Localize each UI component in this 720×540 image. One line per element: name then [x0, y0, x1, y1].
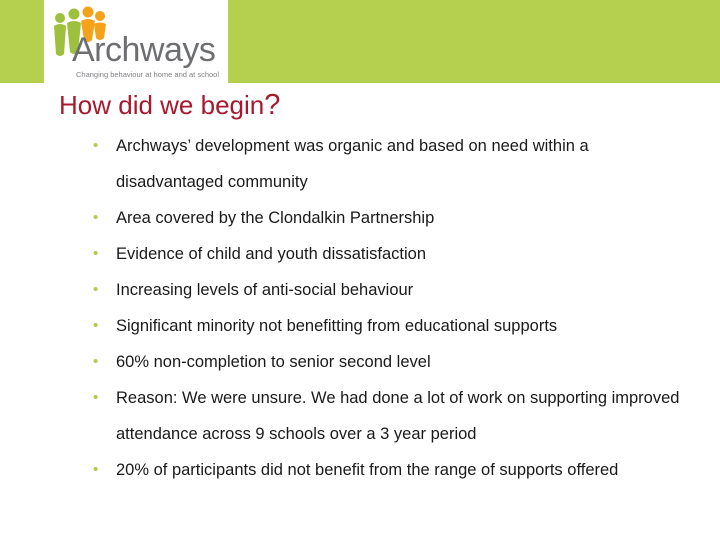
- bullet-dot-icon: •: [93, 137, 99, 154]
- bullet-item: [93, 344, 693, 380]
- bullet-text: Evidence of child and youth dissatisfaction: [116, 245, 427, 263]
- bullet-item: [93, 380, 693, 452]
- bullet-dot-icon: •: [93, 353, 99, 370]
- bullet-text: Area covered by the Clondalkin Partnership: [116, 209, 435, 227]
- logo-wordmark: Archways: [72, 31, 216, 69]
- logo-tagline: Changing behaviour at home and at school: [76, 70, 220, 79]
- bullet-item: [93, 236, 693, 272]
- bullet-dot-icon: •: [93, 317, 99, 334]
- bullet-dot-icon: •: [93, 281, 99, 298]
- bullet-text: Archways’ development was organic and based on need within a disadvantaged community: [116, 137, 589, 191]
- bullet-item: [93, 128, 693, 200]
- slide-title-text: How did we begin: [59, 90, 265, 120]
- bullet-item: [93, 308, 693, 344]
- slide-title-mark: ?: [264, 89, 281, 121]
- bullet-dot-icon: •: [93, 245, 99, 262]
- bullet-text: Significant minority not benefitting from educational supports: [116, 317, 558, 335]
- bullet-text: Increasing levels of anti-social behaviour: [116, 281, 414, 299]
- bullet-item: [93, 200, 693, 236]
- bullet-list: [93, 128, 693, 488]
- bullet-text: Reason: We were unsure. We had done a lot of work on supporting improved attendance across 9 schools over a 3 year period: [116, 389, 680, 443]
- bullet-item: [93, 272, 693, 308]
- bullet-item: [93, 452, 693, 488]
- bullet-dot-icon: •: [93, 389, 99, 406]
- archways-logo: [44, 0, 228, 84]
- bullet-text: 20% of participants did not benefit from the range of supports offered: [116, 461, 619, 479]
- bullet-dot-icon: •: [93, 209, 99, 226]
- slide-title: [59, 87, 280, 123]
- bullet-dot-icon: •: [93, 461, 99, 478]
- bullet-text: 60% non-completion to senior second level: [116, 353, 431, 371]
